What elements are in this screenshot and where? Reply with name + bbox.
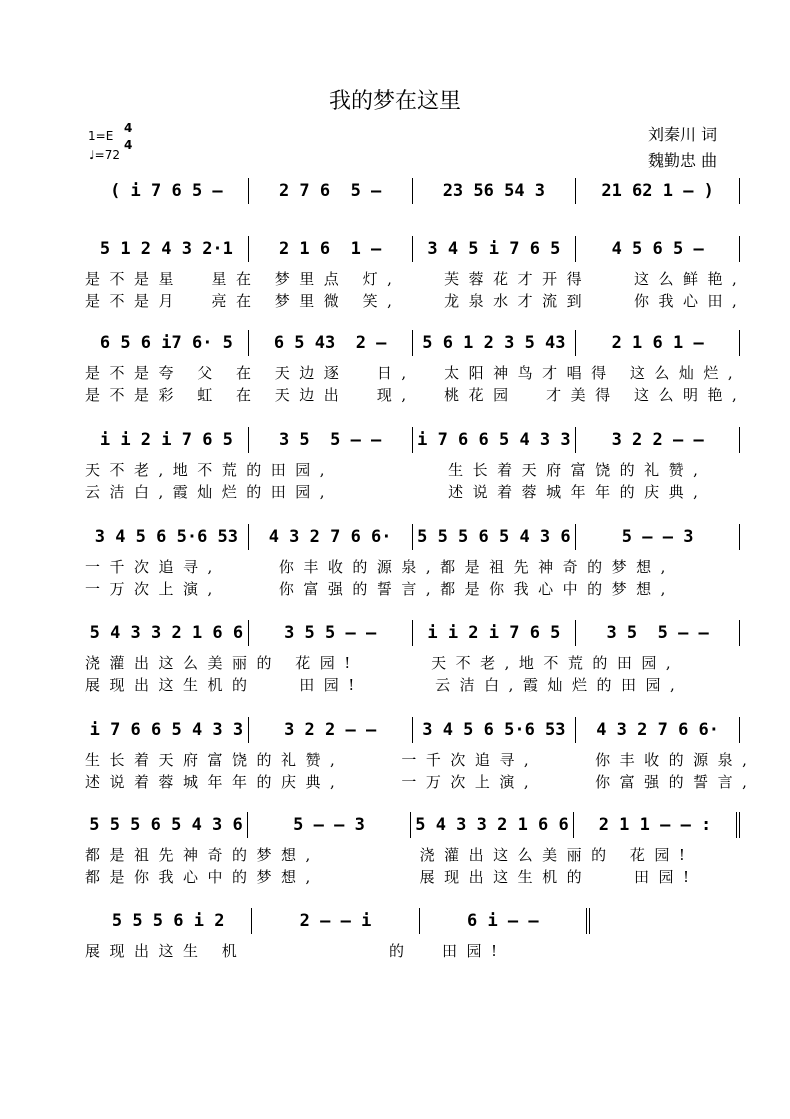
song-title: 我的梦在这里 [328,89,461,114]
time-signature-top: 4 [124,121,133,135]
measure: 4 3 2 7 6 6· [575,717,740,743]
lyric-line: 云洁白,霞灿烂的田园, 述说着蓉城年年的庆典, [85,483,708,501]
measure: 21 62 1 – ) [575,178,740,204]
measure: 2 1 1 – – : [573,812,740,838]
measure: 3 4 5 6 5·6 53 [94,527,239,547]
measure: 3 5 5 – – [248,427,412,453]
measure: ( i 7 6 5 – [110,181,223,201]
measure: 2 7 6 5 – [248,178,412,204]
measure: i 7 6 6 5 4 3 3 [412,427,576,453]
measure: 2 – – i [251,908,418,934]
lyricist-credit: 刘秦川 词 [648,125,718,144]
notes-row [85,620,740,646]
lyric-line: 是不是夸 父 在 天边逐 日, 太阳神鸟才唱得 这么灿烂, [85,364,743,382]
lyric-line: 浇灌出这么美丽的 花园! 天不老,地不荒的田园, [85,654,681,672]
measure: 5 5 5 6 5 4 3 6 [89,815,243,835]
lyric-line: 一万次上演, 你富强的誓言,都是你我心中的梦想, [85,580,675,598]
measure: 3 5 5 – – [575,620,740,646]
notes-row [85,427,740,453]
lyric-line: 都是祖先神奇的梦想, 浇灌出这么美丽的 花园! [85,846,695,864]
time-signature-bottom: 4 [124,138,133,152]
lyric-line: 都是你我心中的梦想, 展现出这生机的 田园! [85,868,699,886]
measure: 3 4 5 6 5·6 53 [412,717,576,743]
lyric-line: 展现出这生机的 田园! 云洁白,霞灿烂的田园, [85,676,685,694]
notes-row [85,236,740,262]
measure: 5 – – 3 [247,812,410,838]
tempo-marking: ♩=72 [89,148,120,162]
lyric-line: 展现出这生 机 的 田园! [85,942,507,960]
lyric-line: 生长着天府富饶的礼赞, 一千次追寻, 你丰收的源泉, [85,751,757,769]
lyric-line: 是不是星 星在 梦里点 灯, 芙蓉花才开得 这么鲜艳, [85,270,747,288]
measure: 2 1 6 1 – [248,236,412,262]
lyric-line: 述说着蓉城年年的庆典, 一万次上演, 你富强的誓言, [85,773,757,791]
lyric-line: 天不老,地不荒的田园, 生长着天府富饶的礼赞, [85,461,708,479]
measure: i 7 6 6 5 4 3 3 [89,720,244,740]
notes-row [85,178,740,204]
measure: 5 5 5 6 i 2 [111,911,225,931]
measure: 3 2 2 – – [248,717,412,743]
measure: 5 4 3 3 2 1 6 6 [410,812,573,838]
measure: i i 2 i 7 6 5 [99,430,233,450]
measure: 5 1 2 4 3 2·1 [99,239,233,259]
measure: i i 2 i 7 6 5 [412,620,576,646]
composer-credit: 魏勤忠 曲 [648,151,718,170]
measure: 2 1 6 1 – [575,330,740,356]
measure: 3 5 5 – – [248,620,412,646]
measure: 5 5 5 6 5 4 3 6 [412,524,576,550]
measure: 4 3 2 7 6 6· [248,524,412,550]
measure: 5 – – 3 [575,524,740,550]
measure: 23 56 54 3 [412,178,576,204]
measure: 3 2 2 – – [575,427,740,453]
lyric-line: 是不是彩 虹 在 天边出 现, 桃花园 才美得 这么明艳, [85,386,747,404]
measure: 4 5 6 5 – [575,236,740,262]
measure: 6 i – – [419,908,590,934]
lyric-line: 一千次追寻, 你丰收的源泉,都是祖先神奇的梦想, [85,558,675,576]
notes-row [85,812,740,838]
notes-row [85,717,740,743]
lyric-line: 是不是月 亮在 梦里微 笑, 龙泉水才流到 你我心田, [85,292,747,310]
notes-row [85,908,590,934]
measure: 6 5 43 2 – [248,330,412,356]
measure: 5 4 3 3 2 1 6 6 [89,623,244,643]
notes-row [85,524,740,550]
measure: 6 5 6 i7 6· 5 [99,333,233,353]
notes-row [85,330,740,356]
measure: 5 6 1 2 3 5 43 [412,330,576,356]
key-signature: 1=E [88,129,114,143]
measure: 3 4 5 i 7 6 5 [412,236,576,262]
